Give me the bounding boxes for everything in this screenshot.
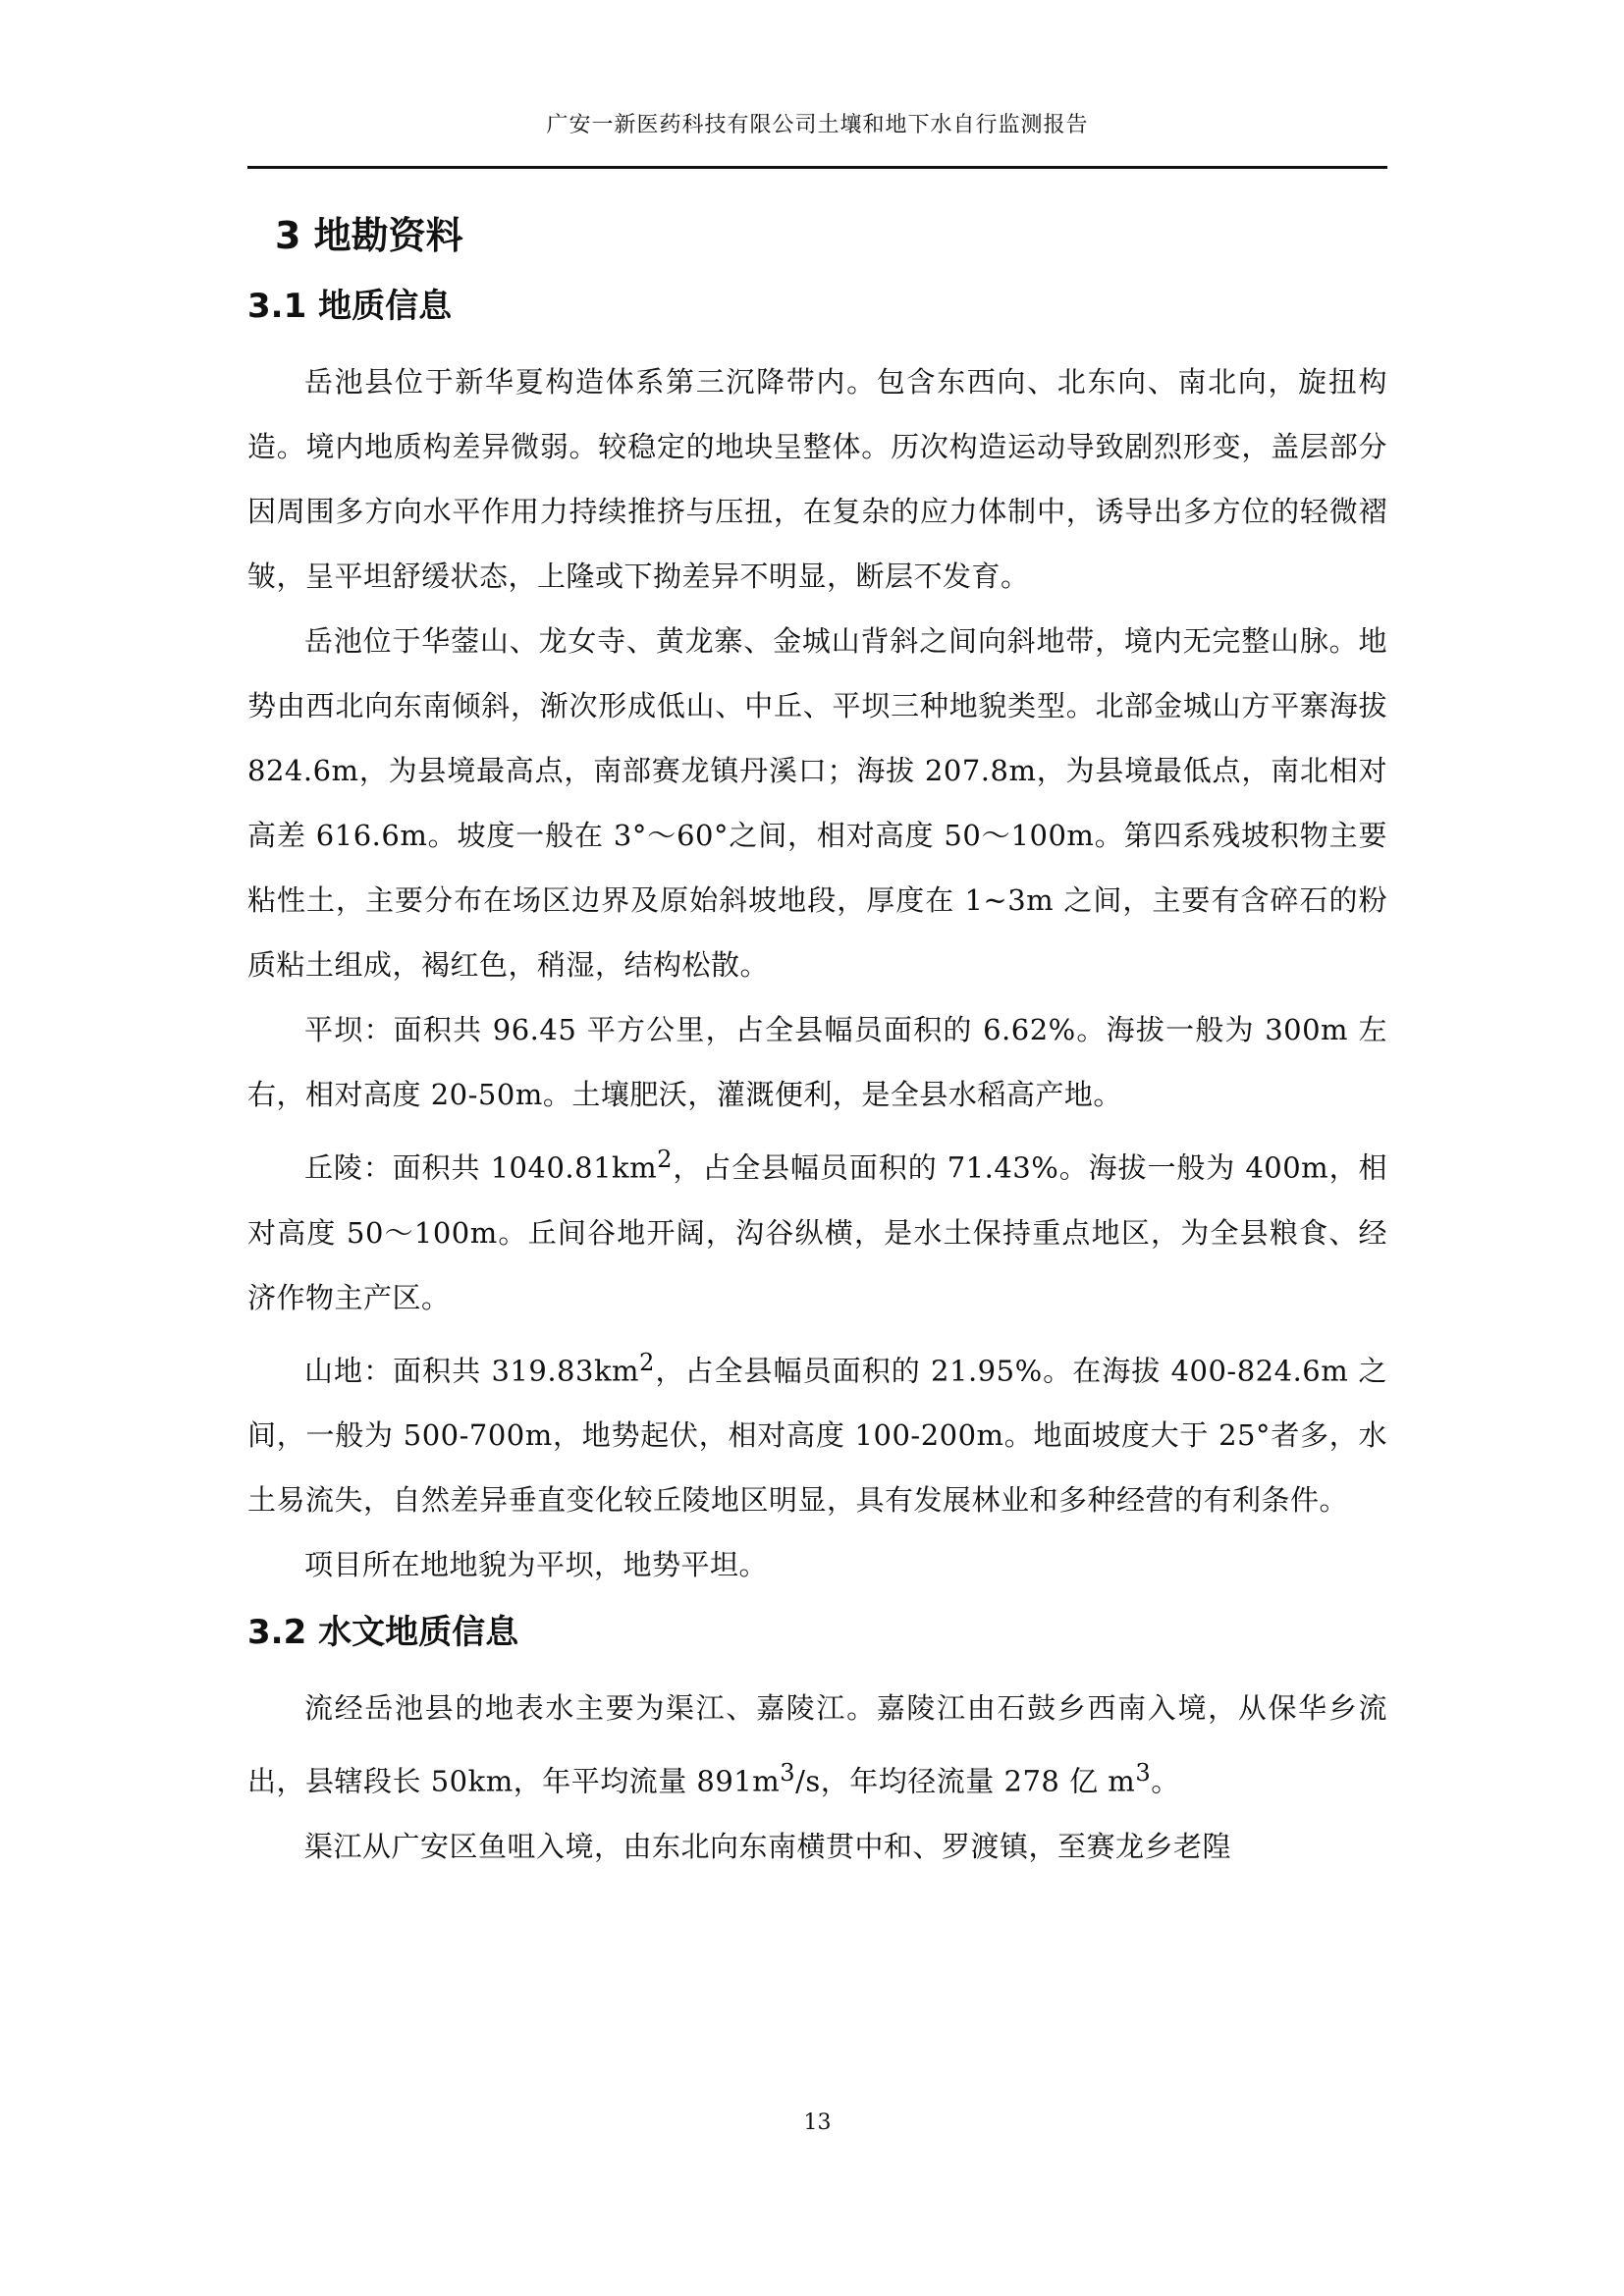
superscript: 2	[639, 1348, 655, 1376]
paragraph-hill	[247, 1127, 1387, 1330]
paragraph: 渠江从广安区鱼咀入境，由东北向东南横贯中和、罗渡镇，至赛龙乡老隍	[304, 1829, 1232, 1863]
paragraph: 项目所在地地貌为平坝，地势平坦。	[304, 1548, 769, 1582]
superscript: 3	[780, 1759, 796, 1788]
text-span: /s，年均径流量 278 亿 m	[795, 1764, 1136, 1798]
text-span: 丘陵：面积共 1040.81km	[304, 1150, 658, 1185]
text-span: 山地：面积共 319.83km	[304, 1354, 640, 1388]
text-span: 。	[1151, 1764, 1180, 1798]
chapter-title: 3 地勘资料	[275, 214, 463, 257]
superscript: 2	[657, 1146, 673, 1173]
text-span: ，占全县幅员面积的 21.95%。在海拔 400-824.6m 之间，一般为 500-700m，地势起伏，相对高度 100-200m。地面坡度大于 25°者多，水土易流失，自然差异垂直变化较丘陵地区明显，具有发展林业和多种经营的有利条件。	[247, 1354, 1387, 1518]
paragraph: 岳池县位于新华夏构造体系第三沉降带内。包含东西向、北东向、南北向，旋扭构造。境内地质构差异微弱。较稳定的地块呈整体。历次构造运动导致剧烈形变，盖层部分因周围多方向水平作用力持续推挤与压扭，在复杂的应力体制中，诱导出多方位的轻微褶皱，呈平坦舒缓状态，上隆或下拗差异不明显，断层不发育。	[247, 365, 1387, 593]
paragraph-mountain	[247, 1330, 1387, 1533]
section-title-hydrogeology: 3.2 水文地质信息	[247, 1613, 519, 1653]
superscript: 3	[1135, 1759, 1152, 1788]
header-divider	[247, 166, 1387, 169]
section-title-geology: 3.1 地质信息	[247, 287, 453, 326]
paragraph: 平坝：面积共 96.45 平方公里，占全县幅员面积的 6.62%。海拔一般为 300m 左右，相对高度 20-50m。土壤肥沃，灌溉便利，是全县水稻高产地。	[247, 1013, 1387, 1111]
paragraph: 岳池位于华蓥山、龙女寺、黄龙寨、金城山背斜之间向斜地带，境内无完整山脉。地势由西北向东南倾斜，渐次形成低山、中丘、平坝三种地貌类型。北部金城山方平寨海拔 824.6m，为县境最高点，南部赛龙镇丹溪口；海拔 207.8m，为县境最低点，南北相对高差 616.6m。坡度一般在 3°～60°之间，相对高度 50～100m。第四系残坡积物主要粘性土，主要分布在场区边界及原始斜坡地段，厚度在 1~3m 之间，主要有含碎石的粉质粘土组成，褐红色，稍湿，结构松散。	[247, 624, 1387, 982]
text-span: ，占全县幅员面积的 71.43%。海拔一般为 400m，相对高度 50～100m。丘间谷地开阔，沟谷纵横，是水土保持重点地区，为全县粮食、经济作物主产区。	[247, 1150, 1387, 1314]
text-span: 流经岳池县的地表水主要为渠江、嘉陵江。嘉陵江由石鼓乡西南入境，从保华乡流出，县辖段长 50km，年平均流量 891m	[247, 1691, 1387, 1798]
paragraph-surface-water	[247, 1676, 1387, 1814]
running-header: 广安一新医药科技有限公司土壤和地下水自行监测报告	[546, 113, 1089, 137]
page-body	[247, 187, 1387, 1879]
page-number: 13	[803, 2110, 832, 2135]
